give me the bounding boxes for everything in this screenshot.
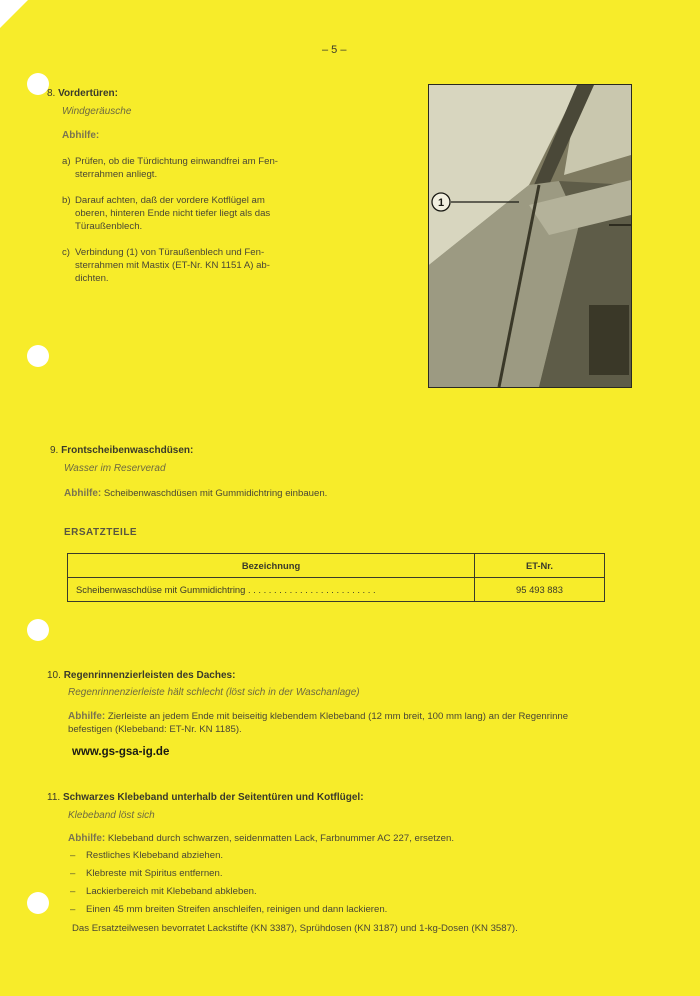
section-11-symptom: Klebeband löst sich: [68, 810, 155, 821]
dash-bullet: –: [70, 886, 76, 897]
step-text: Lackierbereich mit Klebeband abkleben.: [86, 886, 257, 897]
remedy-text: befestigen (Klebeband: ET-Nr. KN 1185).: [68, 724, 242, 735]
item-line: Türaußenblech.: [75, 221, 143, 232]
item-text: [75, 194, 270, 233]
item-label: b): [62, 195, 71, 206]
section-9-remedy: [64, 487, 327, 500]
dash-bullet: –: [70, 868, 76, 879]
punch-hole: [27, 619, 49, 641]
section-number: 8.: [47, 88, 56, 99]
section-heading: Schwarzes Klebeband unterhalb der Seitentüren und Kotflügel:: [62, 792, 364, 803]
section-8-symptom: Windgeräusche: [62, 106, 132, 117]
punch-hole: [27, 892, 49, 914]
photo-callout: 1: [437, 197, 445, 209]
table-header-row: [68, 554, 605, 578]
remedy-text: Scheibenwaschdüsen mit Gummidichtring einbauen.: [103, 488, 328, 499]
item-line: sterrahmen anliegt.: [75, 169, 158, 180]
spare-parts-heading: ERSATZTEILE: [64, 527, 138, 538]
section-9-title: [50, 445, 193, 456]
section-8-title: [47, 88, 118, 99]
item-label: a): [62, 156, 71, 167]
item-text: [75, 155, 278, 181]
step-text: Restliches Klebeband abziehen.: [86, 850, 224, 861]
item-line: Verbindung (1) von Türaußenblech und Fen-: [75, 247, 265, 258]
item-label: c): [62, 247, 70, 258]
section-8-remedy-heading: Abhilfe:: [62, 130, 100, 141]
column-header-part-number: ET-Nr.: [475, 554, 605, 578]
dash-bullet: –: [70, 850, 76, 861]
section-11-title: [47, 792, 364, 803]
part-number: 95 493 883: [475, 578, 605, 602]
section-11-remedy: [68, 832, 454, 845]
closing-note: Das Ersatzteilwesen bevorratet Lackstifte (KN 3387), Sprühdosen (KN 3187) und 1-kg-Dosen (KN 3587).: [72, 923, 518, 934]
remedy-text: Klebeband durch schwarzen, seidenmatten Lack, Farbnummer AC 227, ersetzen.: [107, 833, 454, 844]
remedy-text: Zierleiste an jedem Ende mit beiseitig klebendem Klebeband (12 mm breit, 100 mm lang) an der Regenrinne: [107, 711, 569, 722]
dash-bullet: –: [70, 904, 76, 915]
column-header-description: Bezeichnung: [68, 554, 475, 578]
punch-hole: [27, 73, 49, 95]
page-corner-fold: [0, 0, 28, 28]
section-heading: Frontscheibenwaschdüsen:: [61, 445, 194, 456]
item-line: dichten.: [75, 273, 109, 284]
step-text: Klebreste mit Spiritus entfernen.: [86, 868, 223, 879]
door-frame-photo: [428, 84, 632, 388]
item-line: oberen, hinteren Ende nicht tiefer liegt als das: [75, 208, 271, 219]
remedy-label: Abhilfe:: [68, 711, 106, 722]
section-heading: Vordertüren:: [58, 88, 118, 99]
item-line: sterrahmen mit Mastix (ET-Nr. KN 1151 A) ab-: [75, 260, 270, 271]
section-10-symptom: Regenrinnenzierleiste hält schlecht (löst sich in der Waschanlage): [68, 687, 360, 698]
part-description: Scheibenwaschdüse mit Gummidichtring . . . . . . . . . . . . . . . . . . . . . . . . .: [68, 578, 475, 602]
remedy-label: Abhilfe:: [68, 833, 106, 844]
section-10-title: [47, 670, 235, 681]
website-url[interactable]: www.gs-gsa-ig.de: [72, 746, 170, 758]
section-10-remedy: [68, 710, 643, 736]
section-number: 9.: [50, 445, 59, 456]
item-line: Darauf achten, daß der vordere Kotflügel am: [75, 195, 265, 206]
table-row: [68, 578, 605, 602]
spare-parts-table: [67, 553, 605, 602]
page-number: – 5 –: [322, 44, 347, 56]
section-number: 11.: [47, 792, 61, 803]
item-text: [75, 246, 270, 285]
punch-hole: [27, 345, 49, 367]
section-9-symptom: Wasser im Reserverad: [64, 463, 166, 474]
section-number: 10.: [47, 670, 61, 681]
step-text: Einen 45 mm breiten Streifen anschleifen, reinigen und dann lackieren.: [86, 904, 388, 915]
remedy-label: Abhilfe:: [64, 488, 102, 499]
section-heading: Regenrinnenzierleisten des Daches:: [63, 670, 236, 681]
item-line: Prüfen, ob die Türdichtung einwandfrei am Fen-: [75, 156, 279, 167]
door-frame-illustration: [429, 85, 631, 387]
